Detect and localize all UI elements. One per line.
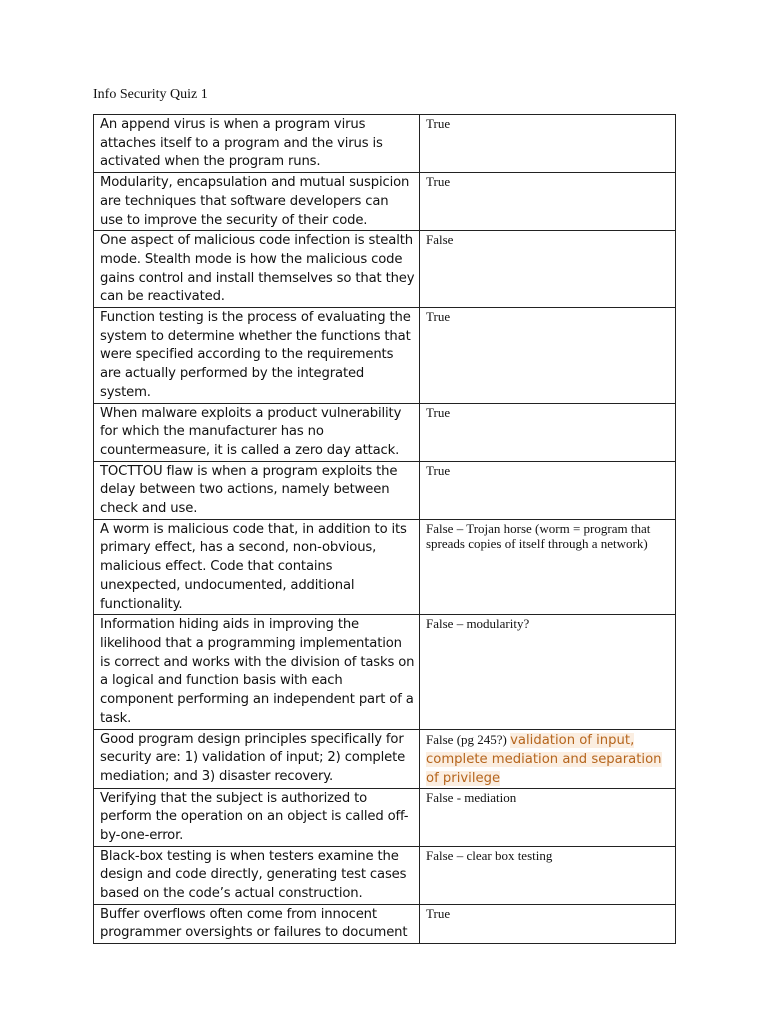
answer-cell: False – Trojan horse (worm = program that spreads copies of itself through a network) [420,519,676,615]
answer-highlight: validation of input, complete mediation and separation of privilege [426,732,662,786]
table-row [94,729,676,788]
question-cell: A worm is malicious code that, in addition to its primary effect, has a second, non-obvious, malicious effect. Code that contains unexpected, undocumented, additional functionality. [94,519,420,615]
answer-cell: True [420,403,676,461]
question-cell: Black-box testing is when testers examine the design and code directly, generating test cases based on the code’s actual construction. [94,846,420,904]
table-row [94,115,676,173]
answer-cell [420,729,676,788]
table-row [94,403,676,461]
table-row [94,788,676,846]
answer-cell: False [420,231,676,308]
answer-text: False (pg 245?) [426,731,511,747]
table-row [94,846,676,904]
question-cell: Information hiding aids in improving the likelihood that a programming implementation is correct and works with the division of tasks on a logical and function basis with each component performing an independent part of a task. [94,615,420,729]
answer-cell: True [420,461,676,519]
table-row [94,461,676,519]
table-row [94,231,676,308]
question-cell: When malware exploits a product vulnerability for which the manufacturer has no countermeasure, it is called a zero day attack. [94,403,420,461]
question-cell: Function testing is the process of evaluating the system to determine whether the functions that were specified according to the requirements are actually performed by the integrated system. [94,308,420,404]
table-row [94,519,676,615]
question-cell: Good program design principles specifically for security are: 1) validation of input; 2) complete mediation; and 3) disaster recovery. [94,729,420,788]
question-cell: Buffer overflows often come from innocent programmer oversights or failures to document [94,904,420,943]
answer-cell: False – modularity? [420,615,676,729]
question-cell: An append virus is when a program virus attaches itself to a program and the virus is activated when the program runs. [94,115,420,173]
question-cell: Modularity, encapsulation and mutual suspicion are techniques that software developers can use to improve the security of their code. [94,173,420,231]
question-cell: TOCTTOU flaw is when a program exploits the delay between two actions, namely between check and use. [94,461,420,519]
table-row [94,308,676,404]
quiz-table [93,114,676,944]
answer-cell: False – clear box testing [420,846,676,904]
table-row [94,615,676,729]
table-row [94,904,676,943]
question-cell: One aspect of malicious code infection is stealth mode. Stealth mode is how the malicious code gains control and install themselves so that they can be reactivated. [94,231,420,308]
page-title: Info Security Quiz 1 [93,87,208,102]
answer-cell: True [420,115,676,173]
answer-cell: True [420,308,676,404]
answer-cell: False - mediation [420,788,676,846]
table-row [94,173,676,231]
answer-cell: True [420,904,676,943]
question-cell: Verifying that the subject is authorized to perform the operation on an object is called off-by-one-error. [94,788,420,846]
answer-cell: True [420,173,676,231]
